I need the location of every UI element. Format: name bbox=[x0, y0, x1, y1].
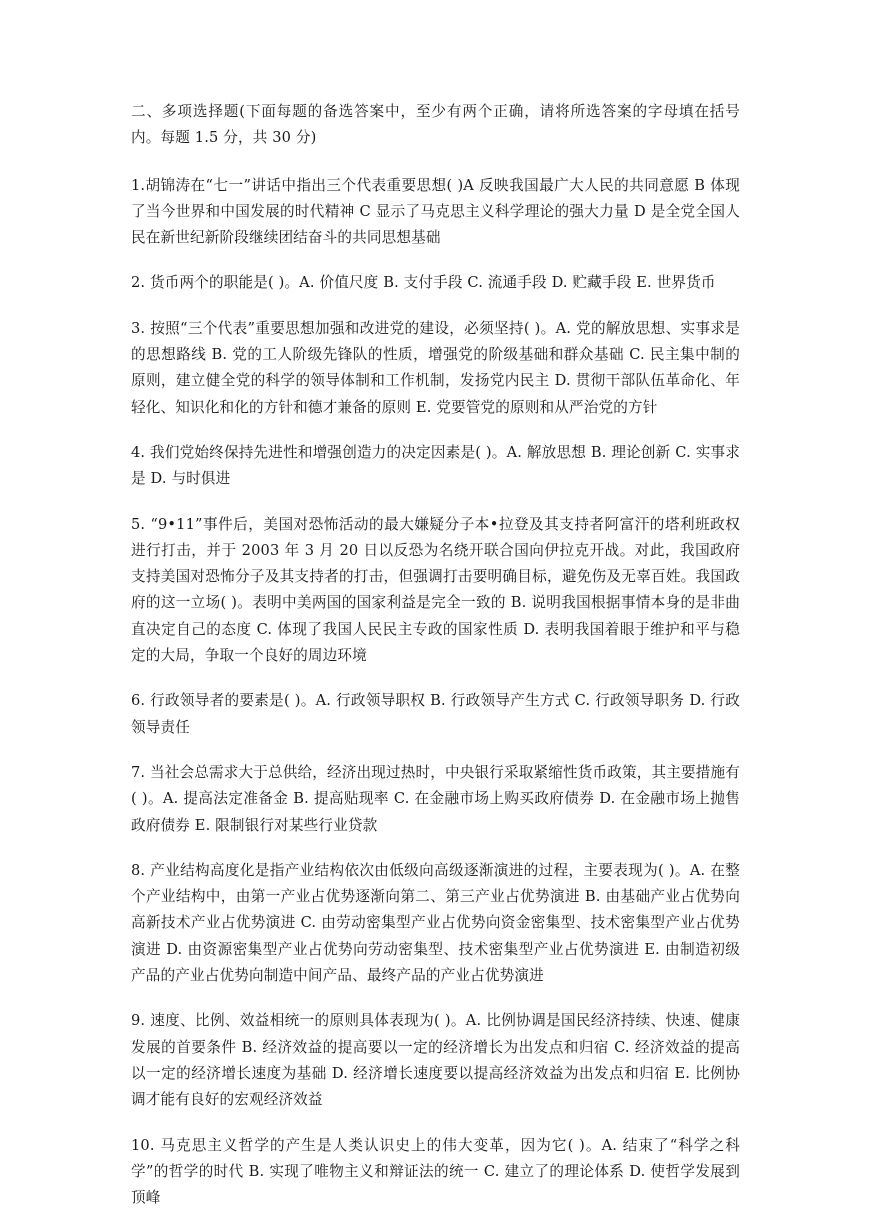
question-7: 7. 当社会总需求大于总供给，经济出现过热时，中央银行采取紧缩性货币政策，其主要措施有( )。A. 提高法定准备金 B. 提高贴现率 C. 在金融市场上购买政府债券 D. 在金融市场上抛售政府债券 E. 限制银行对某些行业贷款 bbox=[131, 763, 740, 834]
question-1: 1.胡锦涛在“七一”讲话中指出三个代表重要思想( )A 反映我国最广大人民的共同意愿 B 体现了当今世界和中国发展的时代精神 C 显示了马克思主义科学理论的强大力量 D 是全党全国人民在新世纪新阶段继续团结奋斗的共同思想基础 bbox=[131, 176, 740, 247]
question-4: 4. 我们党始终保持先进性和增强创造力的决定因素是( )。A. 解放思想 B. 理论创新 C. 实事求是 D. 与时俱进 bbox=[131, 443, 740, 488]
question-2: 2. 货币两个的职能是( )。A. 价值尺度 B. 支付手段 C. 流通手段 D. 贮藏手段 E. 世界货币 bbox=[131, 274, 716, 292]
question-6: 6. 行政领导者的要素是( )。A. 行政领导职权 B. 行政领导产生方式 C. 行政领导职务 D. 行政领导责任 bbox=[131, 692, 740, 736]
section-header: 二、多项选择题(下面每题的备选答案中，至少有两个正确，请将所选答案的字母填在括号内。每题 1.5 分，共 30 分) bbox=[131, 103, 740, 147]
question-3: 3. 按照“三个代表”重要思想加强和改进党的建设，必须坚持( )。A. 党的解放思想、实事求是的思想路线 B. 党的工人阶级先锋队的性质，增强党的阶级基础和群众基础 C. 民主集中制的原则，建立健全党的科学的领导体制和工作机制，发扬党内民主 D. 贯彻干部队伍革命化、年轻化、知识化和化的方针和德才兼备的原则 E. 党要管党的原则和从严治党的方针 bbox=[131, 319, 740, 416]
question-9: 9. 速度、比例、效益相统一的原则具体表现为( )。A. 比例协调是国民经济持续、快速、健康发展的首要条件 B. 经济效益的提高要以一定的经济增长为出发点和归宿 C. 经济效益的提高以一定的经济增长速度为基础 D. 经济增长速度要以提高经济效益为出发点和归宿 E. 比例协调才能有良好的宏观经济效益 bbox=[131, 1012, 740, 1109]
document-page bbox=[131, 99, 740, 1230]
question-8: 8. 产业结构高度化是指产业结构依次由低级向高级逐渐演进的过程，主要表现为( )。A. 在整个产业结构中，由第一产业占优势逐渐向第二、第三产业占优势演进 B. 由基础产业占优势向高新技术产业占优势演进 C. 由劳动密集型产业占优势向资金密集型、技术密集型产业占优势演进 D. 由资源密集型产业占优势向劳动密集型、技术密集型产业占优势演进 E. 由制造初级产品的产业占优势向制造中间产品、最终产品的产业占优势演进 bbox=[131, 861, 740, 985]
question-10: 10. 马克思主义哲学的产生是人类认识史上的伟大变革，因为它( )。A. 结束了“科学之科学”的哲学的时代 B. 实现了唯物主义和辩证法的统一 C. 建立了的理论体系 D. 使哲学发展到顶峰 bbox=[131, 1136, 740, 1207]
question-5: 5. “9•11”事件后，美国对恐怖活动的最大嫌疑分子本•拉登及其支持者阿富汗的塔利班政权进行打击，并于 2003 年 3 月 20 日以反恐为名绕开联合国向伊拉克开战。对此，我国政府支持美国对恐怖分子及其支持者的打击，但强调打击要明确目标，避免伤及无辜百姓。我国政府的这一立场( )。表明中美两国的国家利益是完全一致的 B. 说明我国根据事情本身的是非曲直决定自己的态度 C. 体现了我国人民民主专政的国家性质 D. 表明我国着眼于维护和平与稳定的大局，争取一个良好的周边环境 bbox=[131, 515, 740, 665]
